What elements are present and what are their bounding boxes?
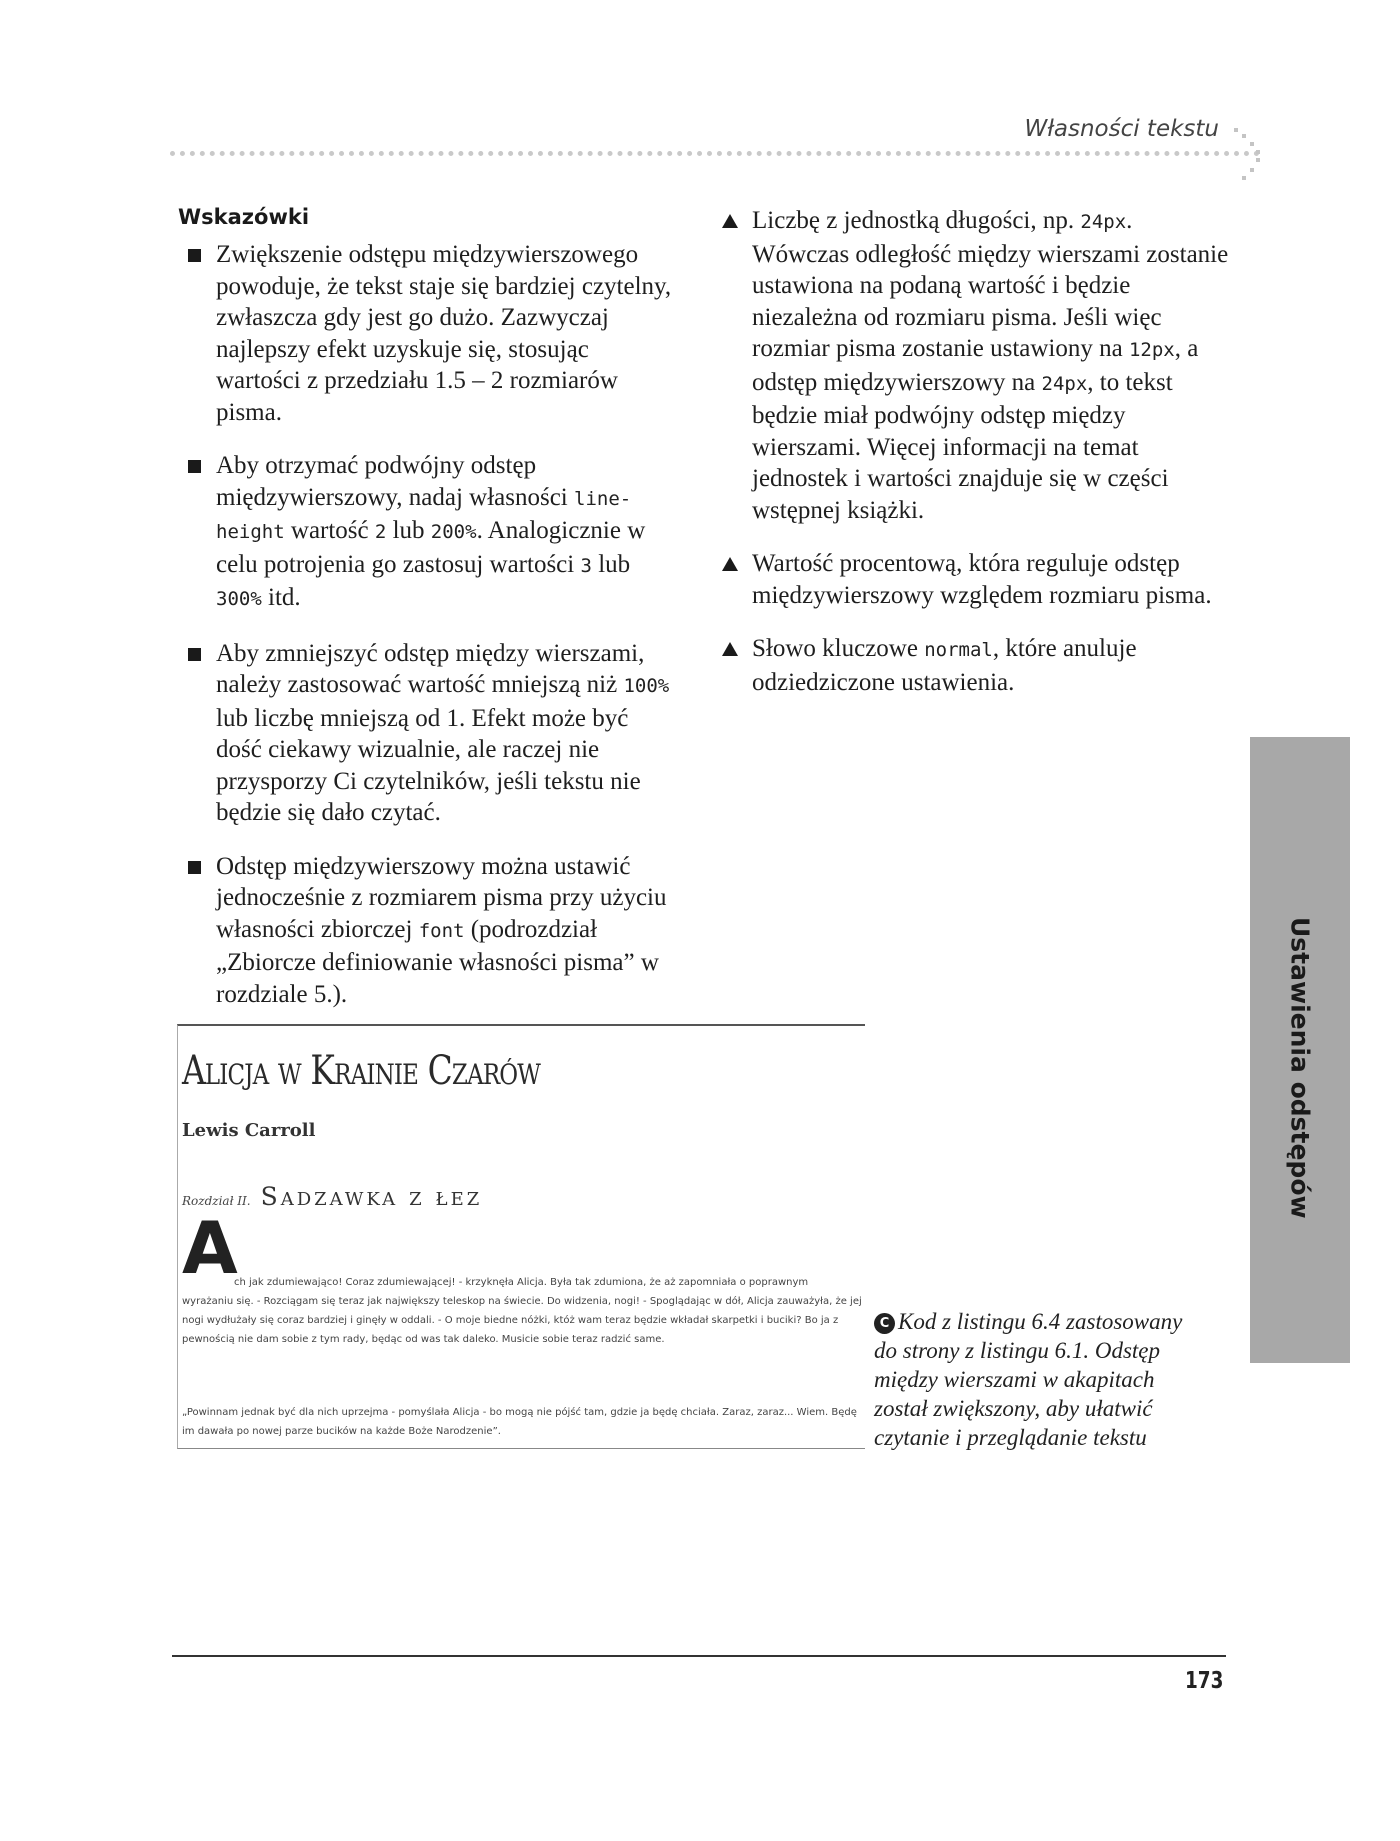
- figure-caption: [874, 1307, 1209, 1452]
- tips-heading: Wskazówki: [178, 205, 310, 229]
- option-text: , które anuluje odziedziczone ustawienia.: [752, 635, 1137, 696]
- tip-item: [178, 239, 678, 428]
- tip-text: lub: [386, 517, 431, 544]
- figure-paragraph: ch jak zdumiewająco! Coraz zdumiewającej! - krzyknęła Alicja. Była tak zdumiona, że aż zapomniała o poprawnym wyrażaniu się. - Rozciągam się teraz jak największy teleskop na świecie. Do widzenia, nogi! - Spoglądając w dół, Alicja zauważyła, że jej nogi wydłużały się coraz bardziej i ginęły w oddali. - O moje biedne nóżki, któż wam teraz będzie wkładał skarpetki i buciki? Bo ja z pewnością nie dam sobie z tym rady, będąc od was tak daleko. Musicie sobie teraz radzić same.: [182, 1277, 862, 1345]
- tip-text: . Analogicznie w celu potrojenia go zastosuj wartości: [216, 517, 646, 578]
- caption-badge-icon: C: [874, 1313, 895, 1334]
- figure-screenshot: [177, 1024, 865, 1449]
- triangle-bullet-icon: [722, 214, 738, 228]
- square-bullet-icon: [188, 861, 201, 874]
- code-value: 12px: [1128, 339, 1175, 361]
- tip-text: lub liczbę mniejszą od 1. Efekt może być dość ciekawy wizualnie, ale raczej nie przysporzy Ci czytelników, jeśli tekstu nie będzie się dało czytać.: [216, 704, 641, 826]
- page-number: 173: [1185, 1668, 1224, 1694]
- tip-text: lub: [591, 550, 631, 578]
- code-value: 300%: [216, 588, 262, 610]
- code-value: 3: [580, 554, 592, 577]
- code-value: 2: [374, 521, 387, 543]
- caption-text: Kod z listingu 6.4 zastosowany do strony z listingu 6.1. Odstęp między wierszami w akapitach został zwiększony, aby ułatwić czytanie i przeglądanie tekstu: [874, 1309, 1183, 1450]
- tip-item: [178, 450, 678, 616]
- option-text: Słowo kluczowe: [752, 635, 925, 662]
- right-column: [720, 205, 1230, 720]
- code-value: 24px: [1041, 372, 1088, 395]
- running-head: Własności tekstu: [1024, 116, 1219, 142]
- code-line-height: line-height: [216, 487, 632, 543]
- footer-rule: [172, 1655, 1226, 1657]
- triangle-bullet-icon: [722, 557, 738, 571]
- tip-item: [178, 851, 678, 1011]
- tip-text: itd.: [261, 584, 301, 611]
- option-item: [720, 205, 1230, 526]
- tip-text: (podrozdział „Zbiorcze definiowanie własności pisma” w rozdziale 5.).: [216, 915, 659, 1008]
- option-text: , a odstęp międzywierszowy na: [752, 335, 1199, 396]
- left-column: [178, 205, 678, 1032]
- code-value: 100%: [623, 675, 670, 697]
- figure-author: Lewis Carroll: [182, 1120, 316, 1141]
- tip-item: [178, 638, 678, 829]
- tip-text: wartość: [284, 517, 375, 544]
- option-text: Wartość procentową, która reguluje odstęp międzywierszowy względem rozmiaru pisma.: [752, 550, 1212, 609]
- code-font: font: [418, 919, 465, 942]
- triangle-bullet-icon: [722, 642, 738, 656]
- figure-title: Alicja w Krainie Czarów: [182, 1048, 541, 1094]
- option-text: . Wówczas odległość między wierszami zostanie ustawiona na podaną wartość i będzie niezależna od rozmiaru pisma. Jeśli więc rozmiar pisma zostanie ustawiony na: [752, 207, 1229, 362]
- corner-dot-ornament: [1232, 124, 1262, 184]
- tip-text: Aby otrzymać podwójny odstęp międzywierszowy, nadaj własności: [216, 452, 574, 511]
- header-dotted-rule: [170, 151, 1260, 156]
- square-bullet-icon: [188, 460, 201, 473]
- chapter-title: Sadzawka z łez: [260, 1182, 483, 1211]
- value-options-list: [720, 205, 1230, 698]
- chapter-thumb-tab: [1250, 737, 1350, 1363]
- code-value: 200%: [430, 521, 477, 543]
- code-value: 24px: [1080, 211, 1127, 233]
- square-bullet-icon: [188, 249, 201, 262]
- tips-list: [178, 239, 678, 1010]
- tip-text: Aby zmniejszyć odstęp między wierszami, należy zastosować wartość mniejszą niż: [216, 639, 645, 698]
- option-text: Liczbę z jednostką długości, np.: [752, 207, 1081, 234]
- tip-text: Odstęp międzywierszowy można ustawić jednocześnie z rozmiarem pisma przy użyciu własności zbiorczej: [216, 852, 667, 943]
- code-normal: normal: [924, 639, 993, 661]
- figure-paragraph: „Powinnam jednak być dla nich uprzejma - pomyślała Alicja - bo mogą nie pójść tam, gdzie ja będę chciała. Zaraz, zaraz... Wiem. Będę im dawała po nowej parze bucików na każde Boże Narodzenie”.: [182, 1407, 857, 1437]
- square-bullet-icon: [188, 648, 201, 661]
- option-text: , to tekst będzie miał podwójny odstęp między wierszami. Więcej informacji na temat jednostek i wartości znajduje się w części wstępnej książki.: [752, 368, 1173, 524]
- option-item: [720, 633, 1230, 698]
- chapter-label: Rozdział II.: [182, 1194, 251, 1208]
- option-item: [720, 548, 1230, 611]
- tip-text: Zwiększenie odstępu międzywierszowego powoduje, że tekst staje się bardziej czytelny, zwłaszcza gdy jest go dużo. Zazwyczaj najlepszy efekt uzyskuje się, stosując wartości z przedziału 1.5 – 2 rozmiarów pisma.: [216, 241, 672, 426]
- thumb-tab-label: Ustawienia odstępów: [1285, 917, 1315, 1219]
- drop-cap: A: [182, 1206, 238, 1290]
